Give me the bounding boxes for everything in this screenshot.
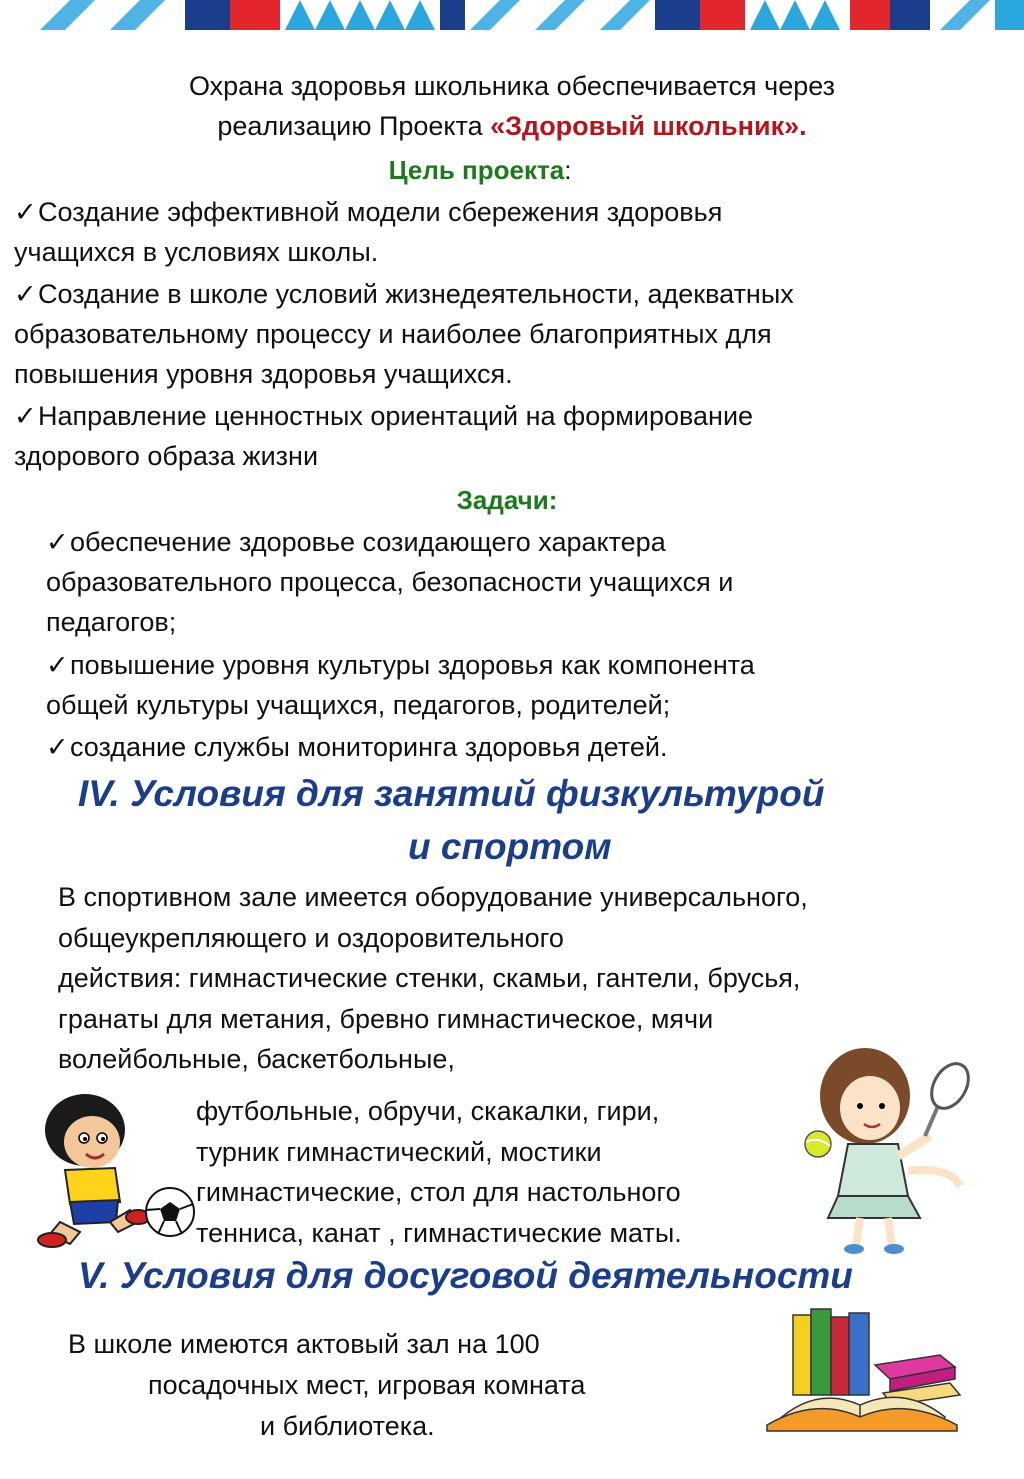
- task-item-1: [46, 522, 733, 642]
- check-icon: ✓: [46, 650, 69, 680]
- section-4-para-line: волейбольные, баскетбольные,: [58, 1044, 455, 1074]
- boy-soccer-illustration: [20, 1082, 195, 1250]
- section-4-para-line: турник гимнастический, мостики: [196, 1136, 602, 1167]
- intro-text-2: реализацию Проекта: [217, 111, 491, 141]
- check-icon: ✓: [46, 527, 69, 557]
- intro-line-1: [0, 66, 1024, 106]
- goal-2-line-1: Создание в школе условий жизнедеятельности, адекватных: [38, 279, 794, 309]
- check-icon: ✓: [14, 279, 37, 309]
- tasks-heading: Задачи:: [456, 485, 558, 515]
- section-4-paragraph-continued: [196, 1091, 682, 1253]
- task-1-line-3: педагогов;: [46, 607, 177, 637]
- task-2-line-2: общей культуры учащихся, педагогов, родителей;: [46, 690, 671, 720]
- goal-item-3: [14, 396, 753, 476]
- goal-1-line-1: Создание эффективной модели сбережения здоровья: [38, 197, 723, 227]
- check-icon: ✓: [46, 732, 69, 762]
- section-5-para-line: посадочных мест, игровая комната: [148, 1370, 586, 1400]
- section-5-para-line: В школе имеются актовый зал на 100: [68, 1329, 540, 1359]
- section-4-title-line-2: и спортом: [408, 826, 612, 867]
- section-4-paragraph: [58, 877, 808, 1080]
- task-1-line-1: обеспечение здоровье созидающего характера: [70, 527, 666, 557]
- goal-3-line-2: здорового образа жизни: [14, 441, 319, 471]
- goal-colon: :: [564, 155, 572, 185]
- goal-1-line-2: учащихся в условиях школы.: [14, 237, 379, 267]
- section-4-para-line: гранаты для метания, бревно гимнастическое, мячи: [58, 1003, 714, 1034]
- section-5-title: V. Условия для досуговой деятельности: [78, 1255, 853, 1296]
- goal-heading: [0, 150, 960, 190]
- check-icon: ✓: [14, 401, 37, 431]
- task-2-line-1: повышение уровня культуры здоровья как компонента: [70, 650, 755, 680]
- decorative-top-banner: [0, 0, 1024, 30]
- goal-item-2: [14, 274, 794, 394]
- check-icon: ✓: [14, 197, 37, 227]
- section-4-para-line: общеукрепляющего и оздоровительного: [58, 922, 564, 953]
- section-4-para-line: гимнастические, стол для настольного: [196, 1177, 681, 1207]
- girl-tennis-illustration: [800, 1036, 978, 1256]
- project-name: «Здоровый школьник».: [490, 111, 807, 141]
- section-5-paragraph: [0, 1324, 585, 1447]
- section-5-para-line: и библиотека.: [260, 1411, 435, 1441]
- section-4-title-line-1: IV. Условия для занятий физкультурой: [78, 773, 825, 814]
- intro-line-2: [0, 106, 1024, 146]
- section-4-para-line: действия: гимнастические стенки, скамьи, гантели, брусья,: [58, 963, 801, 993]
- task-1-line-2: образовательного процесса, безопасности учащихся и: [46, 567, 734, 597]
- task-item-3: [46, 727, 667, 767]
- task-3-line-1: создание службы мониторинга здоровья детей.: [70, 732, 668, 762]
- goal-2-line-3: повышения уровня здоровья учащихся.: [14, 359, 513, 389]
- section-4-para-line: тенниса, канат , гимнастические маты.: [196, 1217, 682, 1248]
- section-4-para-line: футбольные, обручи, скакалки, гири,: [196, 1096, 660, 1126]
- goal-2-line-2: образовательному процессу и наиболее благоприятных для: [14, 319, 772, 349]
- goal-label: Цель проекта: [388, 155, 565, 185]
- goal-item-1: [14, 192, 722, 272]
- books-illustration: [765, 1305, 965, 1433]
- task-item-2: [46, 645, 755, 725]
- goal-3-line-1: Направление ценностных ориентаций на формирование: [38, 401, 754, 431]
- section-4-para-line: В спортивном зале имеется оборудование универсального,: [58, 882, 808, 912]
- intro-text-1: Охрана здоровья школьника обеспечивается через: [188, 71, 836, 101]
